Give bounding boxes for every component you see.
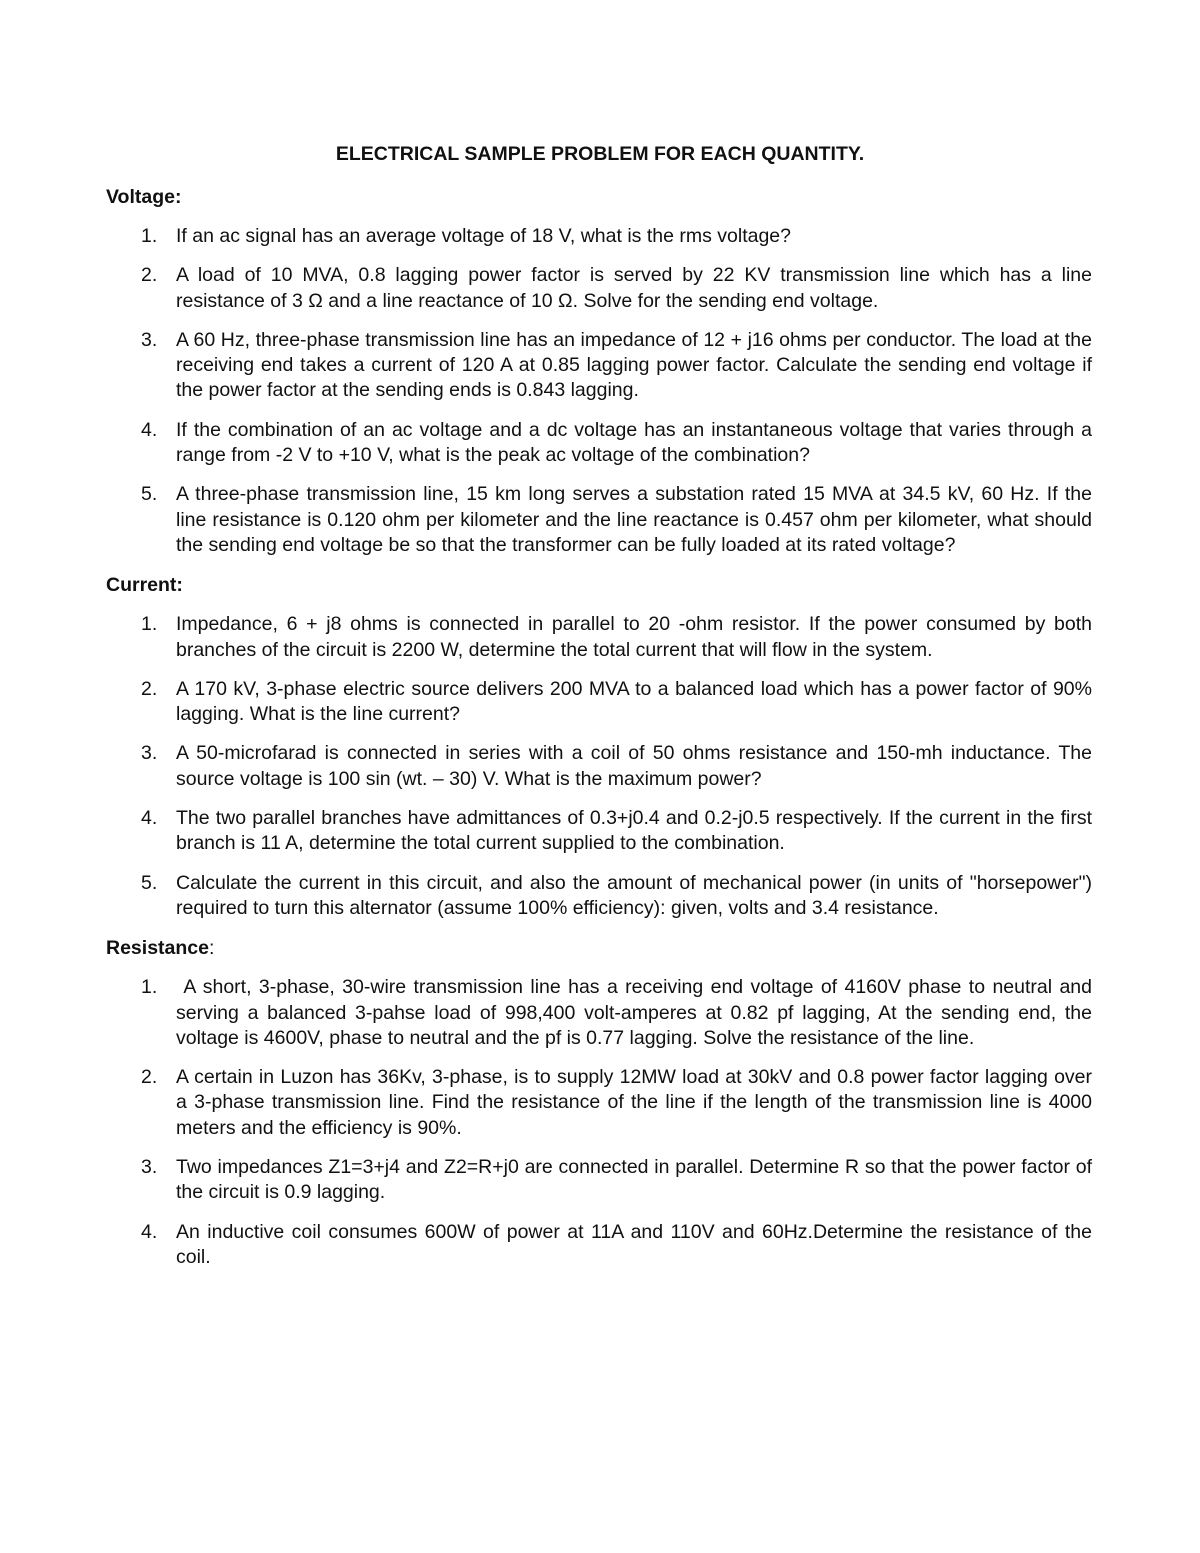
list-item bbox=[106, 328, 1092, 404]
document-title: ELECTRICAL SAMPLE PROBLEM FOR EACH QUANTITY. bbox=[335, 143, 865, 165]
problem-text: A three-phase transmission line, 15 km long serves a substation rated 15 MVA at 34.5 kV, 60 Hz. If the line resistance is 0.120 ohm per kilometer and the line reactance is 0.457 ohm per kilometer, what should the sending end voltage be so that the transformer can be fully loaded at its rated voltage? bbox=[176, 483, 1092, 556]
problem-number: 4. bbox=[141, 1220, 158, 1243]
list-item bbox=[106, 1155, 1092, 1206]
section-resistance bbox=[106, 937, 1098, 1270]
problem-number: 3. bbox=[141, 328, 158, 351]
problem-list-current bbox=[106, 612, 1092, 921]
problem-text: A load of 10 MVA, 0.8 lagging power factor is served by 22 KV transmission line which has a line resistance of 3 Ω and a line reactance of 10 Ω. Solve for the sending end voltage. bbox=[176, 264, 1092, 312]
problem-number: 5. bbox=[141, 483, 158, 506]
problem-text: A short, 3-phase, 30-wire transmission line has a receiving end voltage of 4160V phase to neutral and serving a balanced 3-pahse load of 998,400 volt-amperes at 0.82 pf lagging, At the sending end, the voltage is 4600V, phase to neutral and the pf is 0.77 lagging. Solve the resistance of the line. bbox=[176, 976, 1098, 1049]
problem-list-resistance bbox=[106, 975, 1098, 1270]
problem-text: A 60 Hz, three-phase transmission line has an impedance of 12 + j16 ohms per conductor. The load at the receiving end takes a current of 120 A at 0.85 lagging power factor. Calculate the sending end voltage if the power factor at the sending ends is 0.843 lagging. bbox=[176, 328, 1092, 402]
problem-number: 1. bbox=[141, 976, 158, 999]
problem-number: 4. bbox=[141, 418, 158, 441]
list-item bbox=[106, 1065, 1092, 1141]
problem-number: 4. bbox=[141, 807, 158, 830]
problem-text: If the combination of an ac voltage and a dc voltage has an instantaneous voltage that varies through a range from -2 V to +10 V, what is the peak ac voltage of the combination? bbox=[176, 418, 1092, 467]
list-item bbox=[106, 418, 1092, 469]
list-item bbox=[106, 975, 1098, 1051]
list-item bbox=[106, 612, 1092, 663]
section-current bbox=[106, 574, 1092, 921]
list-item bbox=[106, 677, 1092, 728]
section-heading-voltage: Voltage: bbox=[106, 186, 182, 208]
problem-number: 1. bbox=[141, 613, 158, 636]
list-item bbox=[106, 741, 1092, 792]
problem-list-voltage bbox=[106, 224, 1092, 558]
problem-number: 2. bbox=[141, 1066, 158, 1089]
problem-text: A certain in Luzon has 36Kv, 3-phase, is to supply 12MW load at 30kV and 0.8 power factor lagging over a 3-phase transmission line. Find the resistance of the line if the length of the transmission line is 4000 meters and the efficiency is 90%. bbox=[176, 1066, 1092, 1139]
problem-text: Calculate the current in this circuit, and also the amount of mechanical power (in units of "horsepower") required to turn this alternator (assume 100% efficiency): given, volts and 3.4 resistance. bbox=[176, 871, 1092, 919]
list-item bbox=[106, 224, 1092, 249]
section-voltage bbox=[106, 186, 1092, 558]
problem-number: 2. bbox=[141, 677, 158, 700]
problem-number: 5. bbox=[141, 871, 158, 894]
list-item bbox=[106, 482, 1092, 558]
problem-text: A 170 kV, 3-phase electric source delivers 200 MVA to a balanced load which has a power factor of 90% lagging. What is the line current? bbox=[176, 677, 1092, 726]
section-heading-resistance bbox=[106, 937, 1092, 959]
problem-number: 3. bbox=[141, 1156, 158, 1179]
section-heading-text: Resistance bbox=[106, 937, 209, 960]
list-item bbox=[106, 806, 1092, 857]
problem-number: 1. bbox=[141, 225, 158, 247]
problem-number: 3. bbox=[141, 742, 158, 765]
document-body bbox=[106, 186, 1098, 1286]
section-heading-current: Current: bbox=[106, 574, 183, 597]
list-item bbox=[106, 1220, 1092, 1271]
section-heading-colon: : bbox=[208, 937, 215, 960]
list-item bbox=[106, 263, 1092, 314]
problem-text: An inductive coil consumes 600W of power at 11A and 110V and 60Hz.Determine the resistance of the coil. bbox=[176, 1220, 1092, 1268]
problem-number: 2. bbox=[141, 264, 158, 287]
list-item bbox=[106, 871, 1092, 922]
problem-text: The two parallel branches have admittances of 0.3+j0.4 and 0.2-j0.5 respectively. If the current in the first branch is 11 A, determine the total current supplied to the combination. bbox=[176, 807, 1092, 855]
problem-text: Impedance, 6 + j8 ohms is connected in parallel to 20 -ohm resistor. If the power consumed by both branches of the circuit is 2200 W, determine the total current that will flow in the system. bbox=[176, 613, 1092, 661]
problem-text: A 50-microfarad is connected in series with a coil of 50 ohms resistance and 150-mh inductance. The source voltage is 100 sin (wt. – 30) V. What is the maximum power? bbox=[176, 742, 1092, 790]
problem-text: Two impedances Z1=3+j4 and Z2=R+j0 are connected in parallel. Determine R so that the power factor of the circuit is 0.9 lagging. bbox=[176, 1156, 1092, 1204]
problem-text: If an ac signal has an average voltage of 18 V, what is the rms voltage? bbox=[176, 225, 791, 247]
